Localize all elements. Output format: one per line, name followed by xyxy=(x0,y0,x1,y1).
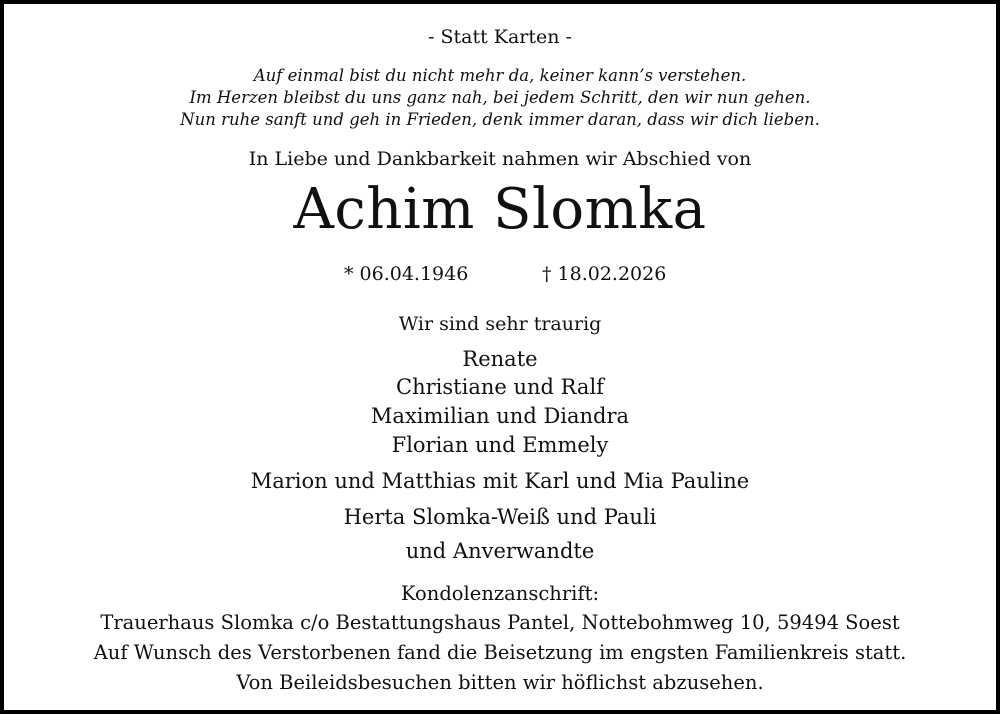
poem-line: Im Herzen bleibst du uns ganz nah, bei jedem Schritt, den wir nun gehen. xyxy=(189,88,811,107)
birth-date: * 06.04.1946 xyxy=(344,263,469,285)
family-member: Christiane und Ralf xyxy=(396,375,604,399)
condolence-address: Trauerhaus Slomka c/o Bestattungshaus Pantel, Nottebohmweg 10, 59494 Soest xyxy=(100,611,900,634)
closing-line: Auf Wunsch des Verstorbenen fand die Beisetzung im engsten Familienkreis statt. xyxy=(93,641,907,664)
mourning-line: Wir sind sehr traurig xyxy=(398,313,602,335)
family-member: Renate xyxy=(462,347,538,371)
notice-header: - Statt Karten - xyxy=(428,26,572,48)
intro-text: In Liebe und Dankbarkeit nahmen wir Abschied von xyxy=(248,148,752,170)
poem-line: Nun ruhe sanft und geh in Frieden, denk immer daran, dass wir dich lieben. xyxy=(180,110,820,129)
family-member: Herta Slomka-Weiß und Pauli xyxy=(343,505,657,529)
family-member: Maximilian und Diandra xyxy=(370,404,630,428)
poem-line: Auf einmal bist du nicht mehr da, keiner kann’s verstehen. xyxy=(253,66,747,85)
condolence-label: Kondolenzanschrift: xyxy=(400,582,600,605)
closing-line: Von Beileidsbesuchen bitten wir höflichst abzusehen. xyxy=(236,671,764,694)
family-member: und Anverwandte xyxy=(405,539,595,563)
death-date: † 18.02.2026 xyxy=(542,263,667,285)
family-member: Marion und Matthias mit Karl und Mia Pauline xyxy=(250,469,750,493)
family-member: Florian und Emmely xyxy=(391,433,609,457)
life-dates xyxy=(4,265,1000,289)
deceased-name: Achim Slomka xyxy=(293,177,707,242)
